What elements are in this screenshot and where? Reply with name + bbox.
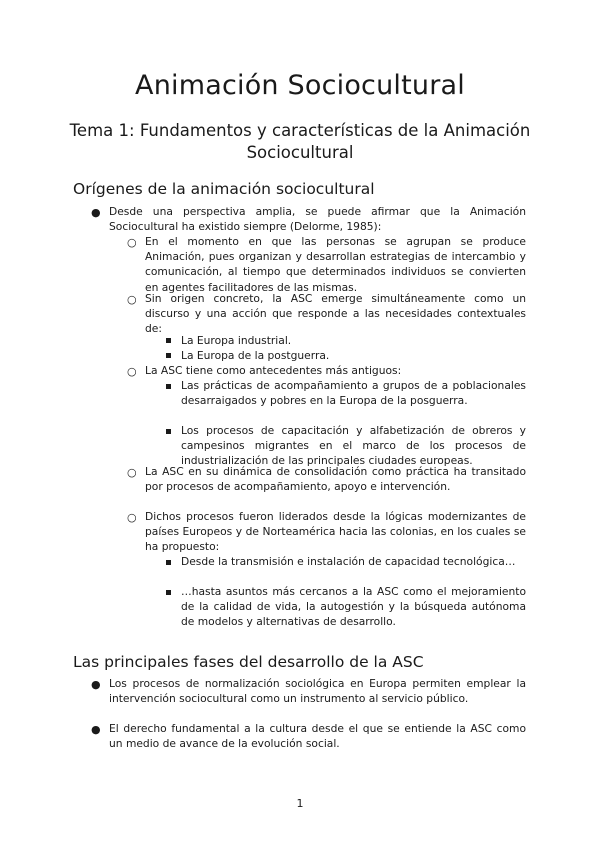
bullet-square-icon [166,384,171,389]
bullet-circle-icon: ○ [127,293,137,306]
list-item: La ASC tiene como antecedentes más antiguos: [145,364,402,377]
bullet-circle-icon: ○ [127,236,137,249]
list-item: Los procesos de capacitación y alfabetización de obreros y campesinos migrantes en el marco de los procesos de industrialización de las principales ciudades europeas. [181,424,526,468]
list-item: Las prácticas de acompañamiento a grupos de a poblacionales desarraigados y pobres en la Europa de la posguerra. [181,379,526,408]
list-item: La ASC en su dinámica de consolidación como práctica ha transitado por procesos de acompañamiento, apoyo e intervención. [145,465,526,494]
bullet-disc-icon: ● [91,678,101,691]
list-item: Dichos procesos fueron liderados desde la lógicas modernizantes de países Europeos y de Norteamérica hacia las colonias, en los cuales se ha propuesto: [145,510,526,554]
document-title: Animación Sociocultural [135,70,465,101]
section-heading-origenes: Orígenes de la animación sociocultural [73,180,375,198]
bullet-circle-icon: ○ [127,511,137,524]
list-item: Desde una perspectiva amplia, se puede afirmar que la Animación Sociocultural ha existido siempre (Delorme, 1985): [109,205,526,234]
list-item: Sin origen concreto, la ASC emerge simultáneamente como un discurso y una acción que responde a las necesidades contextuales de: [145,292,526,336]
bullet-square-icon [166,353,171,358]
list-item: En el momento en que las personas se agrupan se produce Animación, pues organizan y desarrollan estrategias de intercambio y comunicación, al tiempo que determinados individuos se convierten en agentes facilitadores de las mismas. [145,235,526,294]
section-heading-fases: Las principales fases del desarrollo de la ASC [73,653,424,671]
list-item: La Europa industrial. [181,334,292,347]
list-item: La Europa de la postguerra. [181,349,330,362]
document-subtitle: Tema 1: Fundamentos y características de la Animación Sociocultural [69,121,531,162]
bullet-square-icon [166,560,171,565]
bullet-square-icon [166,429,171,434]
list-item: El derecho fundamental a la cultura desde el que se entiende la ASC como un medio de avance de la evolución social. [109,722,526,751]
list-item: Desde la transmisión e instalación de capacidad tecnológica… [181,555,516,568]
list-item: …hasta asuntos más cercanos a la ASC como el mejoramiento de la calidad de vida, la autogestión y la búsqueda autónoma de modelos y alternativas de desarrollo. [181,585,526,629]
bullet-circle-icon: ○ [127,466,137,479]
bullet-disc-icon: ● [91,723,101,736]
list-item: Los procesos de normalización sociológica en Europa permiten emplear la intervención sociocultural como un instrumento al servicio público. [109,677,526,706]
bullet-disc-icon: ● [91,206,101,219]
bullet-circle-icon: ○ [127,365,137,378]
bullet-square-icon [166,338,171,343]
page-number: 1 [296,797,304,810]
bullet-square-icon [166,590,171,595]
